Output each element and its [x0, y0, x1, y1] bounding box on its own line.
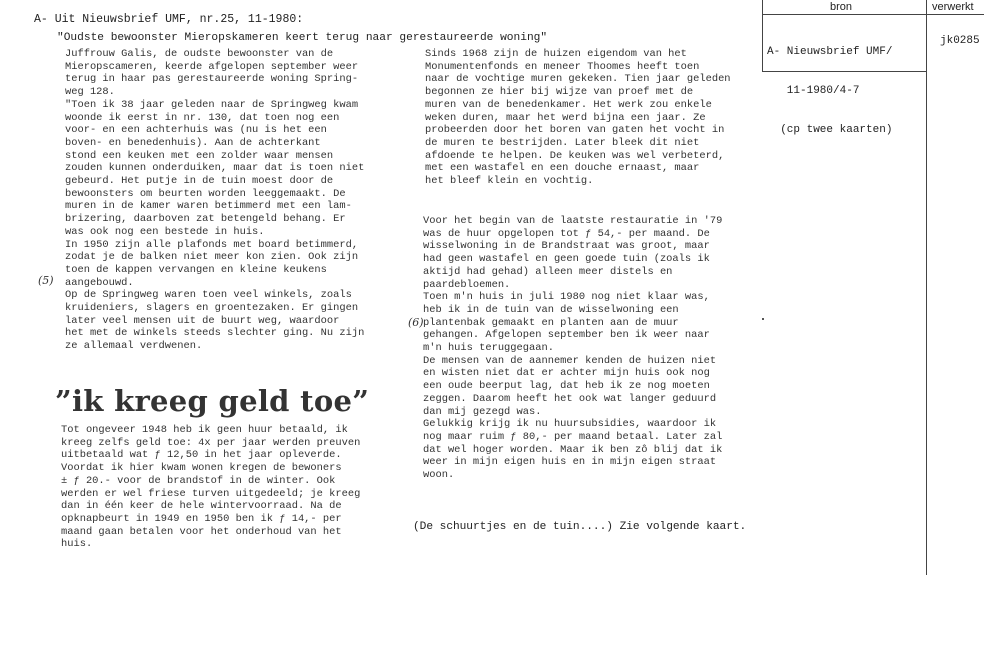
text-line: zouden kunnen onderduiken, maar dat is toen niet — [65, 162, 365, 175]
text-line: heb ik in de tuin van de wisselwoning een — [423, 303, 679, 316]
text-line: werden er wel friese turven uitgedeeld; je kreeg — [61, 487, 361, 500]
text-line: brizering, daarboven zat betengeld behang. Er — [65, 213, 346, 226]
text-line: maand gaan betalen voor het onderhoud van het — [61, 525, 342, 538]
text-line: voor- en een achterhuis was (nu is het een — [65, 124, 327, 137]
text-line: Tot ongeveer 1948 heb ik geen huur betaald, ik — [61, 424, 348, 436]
text-line: terug in haar pas gerestaureerde woning Spring- — [65, 73, 359, 86]
text-line: afdoende te helpen. De keuken was wel verbeterd, — [425, 149, 725, 162]
source-line: A- Uit Nieuwsbrief UMF, nr.25, 11-1980: — [34, 13, 304, 26]
text-line: toen de kappen vervangen en kleine keukens — [65, 263, 327, 276]
text-line: had geen wastafel en geen goede tuin (zoals ik — [423, 253, 710, 266]
margin-note-5: (5) — [38, 274, 54, 287]
text-line: zodat je de balken niet meer kon zien. Ook zijn — [65, 251, 359, 264]
text-line: stond een keuken met een zolder waar mensen — [65, 149, 334, 162]
text-line: woonde ik eerst in nr. 130, dat toen nog een — [65, 111, 340, 124]
text-line: aktijd had gehad) alleen meer distels en — [423, 265, 673, 278]
text-line: Mieropscameren, keerde afgelopen september weer — [65, 60, 359, 73]
text-line: opknapbeurt in 1949 en 1950 ben ik ƒ 14,- per — [61, 512, 342, 525]
verwerkt-value: jk0285 — [940, 35, 980, 47]
text-line: In 1950 zijn alle plafonds met board betimmerd, — [65, 238, 359, 251]
bron-label: bron — [830, 1, 853, 13]
right-column-para2 — [423, 215, 722, 482]
text-line: Gelukkig krijg ik nu huursubsidies, waardoor ik — [423, 418, 717, 431]
text-line: bewoonsters om beurten worden leeggemaakt. De — [65, 187, 346, 200]
bron-line: 11-1980/4-7 — [767, 85, 860, 97]
bron-value — [767, 20, 892, 150]
text-line: met een wastafel en een douche ernaast, maar — [425, 162, 700, 175]
text-line: Toen m'n huis in juli 1980 nog niet klaar was, — [423, 291, 710, 304]
text-line: dat wel hoger worden. Maar ik ben zô blij dat ik — [423, 443, 723, 456]
text-line: Voor het begin van de laatste restauratie in '79 — [423, 215, 723, 227]
text-line: het bleef klein en vochtig. — [425, 175, 594, 188]
box-left-border — [762, 0, 763, 72]
left-column-top — [65, 48, 364, 353]
text-line: Juffrouw Galis, de oudste bewoonster van de — [65, 48, 334, 60]
text-line: weer in mijn eigen huis en in mijn eigen straat — [423, 456, 717, 469]
left-column-bottom — [61, 424, 360, 551]
stray-dot — [762, 318, 764, 320]
text-line: muren van de benedenkamer. Het werk zou enkele — [425, 98, 712, 111]
text-line: het met de winkels steeds slechter ging. Nu zijn — [65, 327, 365, 340]
box-column-divider — [926, 0, 927, 575]
text-line: muren in de kamer waren betimmerd met een lam- — [65, 200, 352, 213]
text-line: zeggen. Daarom heeft het ook wat langer geduurd — [423, 392, 717, 405]
text-line: nog maar ruim ƒ 80,- per maand betaal. Later zal — [423, 430, 723, 443]
text-line: probeerden door het boren van gaten het vocht in — [425, 124, 725, 137]
text-line: kreeg zelfs geld toe: 4x per jaar werden preuven — [61, 436, 361, 449]
text-line: Monumentenfonds en meneer Thoomes heeft toen — [425, 60, 700, 73]
text-line: Sinds 1968 zijn de huizen eigendom van het — [425, 48, 687, 60]
text-line: ze allemaal verdwenen. — [65, 340, 203, 353]
text-line: ± ƒ 20.- voor de brandstof in de winter. Ook — [61, 474, 336, 487]
margin-note-6: (6) — [408, 316, 424, 329]
text-line: later veel mensen uit de buurt weg, waardoor — [65, 314, 340, 327]
text-line: wisselwoning in de Brandstraat was groot, maar — [423, 240, 710, 253]
right-column-para1 — [425, 48, 731, 188]
text-line: plantenbak gemaakt en planten aan de muur — [423, 316, 679, 329]
text-line: Op de Springweg waren toen veel winkels, zoals — [65, 289, 352, 302]
article-title: "Oudste bewoonster Mieropskameren keert terug naar gerestaureerde woning" — [57, 32, 548, 44]
text-line: en wisten niet dat er achter mijn huis ook nog — [423, 367, 710, 380]
text-line: was de huur opgelopen tot ƒ 54,- per maand. De — [423, 227, 710, 240]
text-line: De mensen van de aannemer kenden de huizen niet — [423, 354, 717, 367]
bron-line: (cp twee kaarten) — [767, 124, 893, 136]
bron-line: A- Nieuwsbrief UMF/ — [767, 46, 893, 58]
text-line: m'n huis teruggegaan. — [423, 342, 554, 355]
text-line: boven- en benedenhuis). Aan de achterkant — [65, 136, 321, 149]
text-line: dan mij gezegd was. — [423, 405, 542, 418]
text-line: "Toen ik 38 jaar geleden naar de Springweg kwam — [65, 98, 359, 111]
text-line: een oude beerput lag, dat heb ik ze nog moeten — [423, 380, 710, 393]
text-line: kruideniers, slagers en groentezaken. Er gingen — [65, 302, 359, 315]
text-line: Voordat ik hier kwam wonen kregen de bewoners — [61, 462, 342, 475]
text-line: dan in één keer de hele wintervoorraad. Na de — [61, 500, 342, 513]
text-line: weg 128. — [65, 86, 115, 99]
text-line: was ook nog een bestede in huis. — [65, 225, 265, 238]
text-line: aangebouwd. — [65, 276, 134, 289]
text-line: huis. — [61, 538, 93, 551]
verwerkt-label: verwerkt — [932, 1, 974, 13]
text-line: naar de vochtige muren gekeken. Tien jaar geleden — [425, 73, 731, 86]
subheading: ”ik kreeg geld toe” — [55, 384, 370, 418]
text-line: uitbetaald wat ƒ 12,50 in het jaar opleverde. — [61, 449, 342, 462]
text-line: weken duren, maar het werd bijna een jaar. Ze — [425, 111, 706, 124]
continuation-note: (De schuurtjes en de tuin....) Zie volgende kaart. — [413, 521, 747, 533]
text-line: begonnen ze hier bij wijze van proef met de — [425, 86, 694, 99]
box-header-divider — [762, 14, 984, 15]
text-line: gehangen. Afgelopen september ben ik weer naar — [423, 329, 710, 342]
text-line: de muren te bestrijden. Later bleek dit niet — [425, 136, 700, 149]
text-line: paardebloemen. — [423, 278, 511, 291]
text-line: woon. — [423, 469, 455, 482]
text-line: gebeurd. Het putje in de tuin moest door de — [65, 175, 334, 188]
